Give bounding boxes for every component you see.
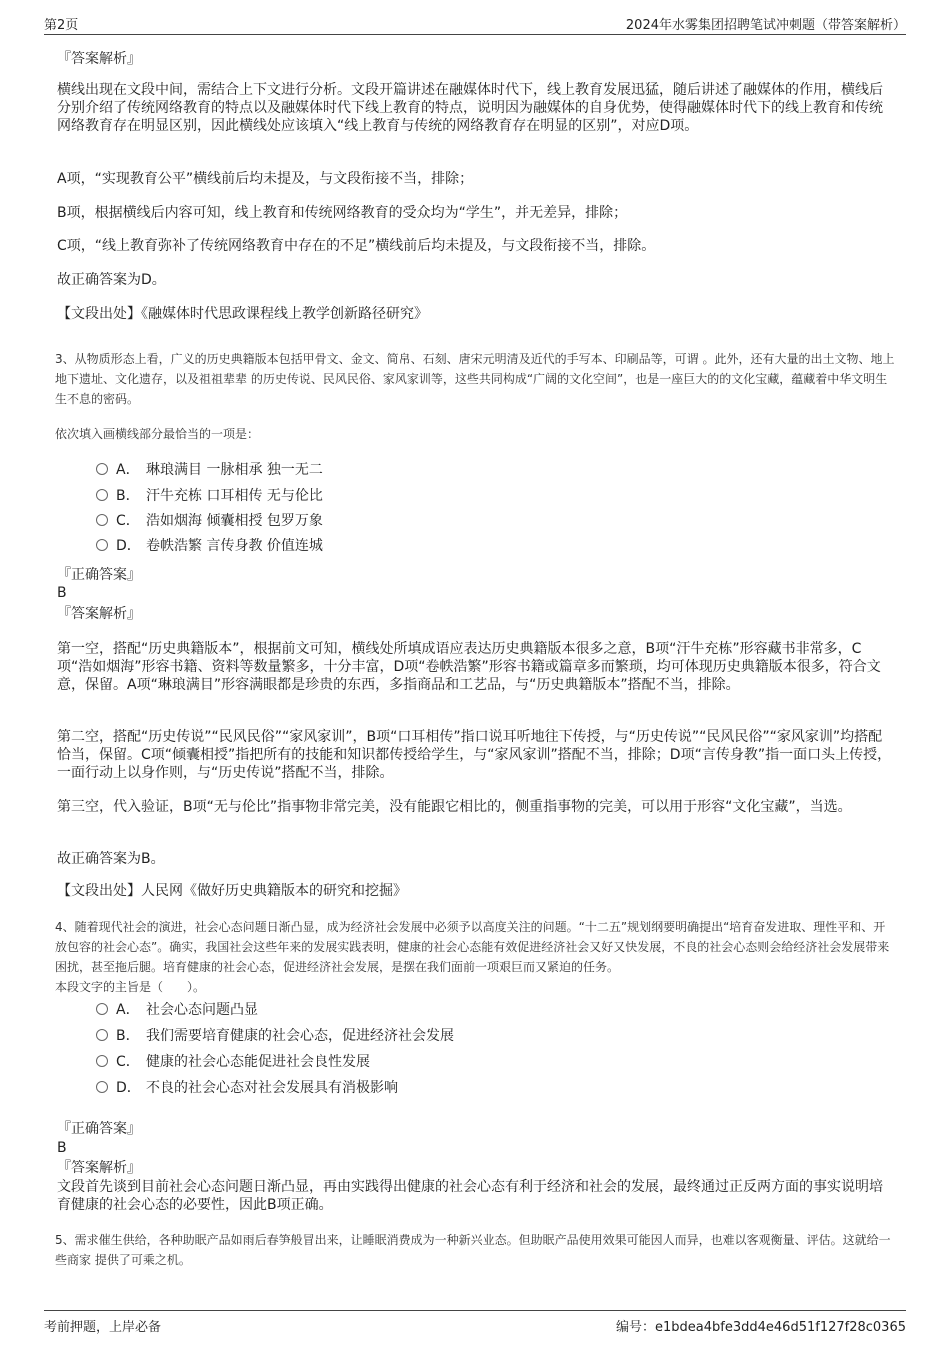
option-text: 卷帙浩繁 言传身教 价值连城	[146, 538, 323, 554]
option-text: 不良的社会心态对社会发展具有消极影响	[146, 1080, 398, 1096]
option-key: C．	[116, 513, 140, 529]
page-number: 第2页	[44, 18, 79, 33]
radio-icon[interactable]	[96, 463, 108, 475]
radio-icon[interactable]	[96, 514, 108, 526]
radio-icon[interactable]	[96, 1029, 108, 1041]
page-footer	[44, 1310, 906, 1335]
q3-source: 【文段出处】人民网《做好历史典籍版本的研究和挖掘》	[57, 883, 407, 899]
q2-option-b-note: B项，根据横线后内容可知，线上教育和传统网络教育的受众均为“学生”，并无差异，排除；	[57, 205, 628, 221]
q4-prompt: 本段文字的主旨是（ ）。	[55, 980, 206, 994]
option-key: B．	[116, 488, 140, 504]
option-key: A．	[116, 462, 140, 478]
q2-source: 【文段出处】《融媒体时代思政课程线上教学创新路径研究》	[57, 306, 428, 322]
q3-option-a[interactable]	[96, 461, 323, 479]
option-key: B．	[116, 1028, 140, 1044]
page-header	[44, 14, 906, 35]
q3-analysis-p1: 第一空，搭配“历史典籍版本”，根据前文可知，横线处所填成语应表达历史典籍版本很多之意，B项“汗牛充栋”形容藏书非常多，C项“浩如烟海”形容书籍、资料等数量繁多，十分丰富，D项“卷帙浩繁”形容书籍或篇章多而繁琐，均可体现历史典籍版本很多，符合文意，保留。A项“琳琅满目”形容满眼都是珍贵的东西，多指商品和工艺品，与“历史典籍版本”搭配不当，排除。	[57, 641, 881, 693]
document-code: 编号：e1bdea4bfe3dd4e46d51f127f28c0365	[616, 1320, 906, 1335]
radio-icon[interactable]	[96, 1003, 108, 1015]
option-key: D．	[116, 1080, 141, 1096]
option-text: 浩如烟海 倾囊相授 包罗万象	[146, 513, 323, 529]
radio-icon[interactable]	[96, 489, 108, 501]
option-text: 琳琅满目 一脉相承 独一无二	[146, 462, 323, 478]
q3-analysis-p3: 第三空，代入验证，B项“无与伦比”指事物非常完美，没有能跟它相比的，侧重指事物的完美，可以用于形容“文化宝藏”，当选。	[57, 799, 852, 815]
radio-icon[interactable]	[96, 539, 108, 551]
option-key: A．	[116, 1002, 140, 1018]
q3-prompt: 依次填入画横线部分最恰当的一项是：	[55, 427, 260, 441]
q4-option-b[interactable]	[96, 1027, 454, 1045]
q3-conclusion: 故正确答案为B。	[57, 851, 165, 867]
q3-stem: 3、从物质形态上看，广义的历史典籍版本包括甲骨文、金文、简帛、石刻、唐宋元明清及近代的手写本、印刷品等，可谓 。此外，还有大量的出土文物、地上地下遗址、文化遗存，以及祖祖辈辈 的历史传说、民风民俗、家风家训等，这些共同构成“广阔的文化空间”，也是一座巨大的的文化宝藏，蕴藏着中华文明生生不息的密码。	[55, 352, 895, 406]
q2-analysis-text: 横线出现在文段中间，需结合上下文进行分析。文段开篇讲述在融媒体时代下，线上教育发展迅猛，随后讲述了融媒体的作用，横线后分别介绍了传统网络教育的特点以及融媒体时代下线上教育的特点，说明因为融媒体的自身优势，使得融媒体时代下的线上教育和传统网络教育存在明显区别，因此横线处应该填入“线上教育与传统的网络教育存在明显的区别”，对应D项。	[57, 82, 883, 134]
option-text: 社会心态问题凸显	[146, 1002, 258, 1018]
radio-icon[interactable]	[96, 1081, 108, 1093]
q3-analysis-label: 『答案解析』	[57, 606, 141, 622]
q4-answer: B	[57, 1140, 67, 1156]
radio-icon[interactable]	[96, 1055, 108, 1067]
q2-conclusion: 故正确答案为D。	[57, 272, 166, 288]
q2-option-c-note: C项，“线上教育弥补了传统网络教育中存在的不足”横线前后均未提及，与文段衔接不当，排除。	[57, 238, 656, 254]
q3-option-b[interactable]	[96, 487, 323, 505]
q2-analysis-label: 『答案解析』	[57, 51, 141, 67]
option-text: 健康的社会心态能促进社会良性发展	[146, 1054, 370, 1070]
option-key: C．	[116, 1054, 140, 1070]
q3-answer: B	[57, 585, 67, 601]
q4-analysis-label: 『答案解析』	[57, 1160, 141, 1176]
q4-analysis-text: 文段首先谈到目前社会心态问题日渐凸显，再由实践得出健康的社会心态有利于经济和社会的发展，最终通过正反两方面的事实说明培育健康的社会心态的必要性，因此B项正确。	[57, 1179, 883, 1213]
q3-option-d[interactable]	[96, 537, 323, 555]
q4-stem: 4、随着现代社会的演进，社会心态问题日渐凸显，成为经济社会发展中必须予以高度关注的问题。“十二五”规划纲要明确提出“培育奋发进取、理性平和、开放包容的社会心态”。确实，我国社会这些年来的发展实践表明，健康的社会心态能有效促进经济社会又好又快发展，不良的社会心态则会给经济社会发展带来困扰，甚至拖后腿。培育健康的社会心态，促进经济社会发展，是摆在我们面前一项艰巨而又紧迫的任务。	[55, 920, 890, 974]
q4-option-a[interactable]	[96, 1001, 258, 1019]
footer-slogan: 考前押题，上岸必备	[44, 1320, 162, 1335]
option-text: 汗牛充栋 口耳相传 无与伦比	[146, 488, 323, 504]
q3-answer-label: 『正确答案』	[57, 567, 141, 583]
q4-answer-label: 『正确答案』	[57, 1121, 141, 1137]
option-text: 我们需要培育健康的社会心态，促进经济社会发展	[146, 1028, 454, 1044]
q3-analysis-p2: 第二空，搭配“历史传说”“民风民俗”“家风家训”，B项“口耳相传”指口说耳听地往下传授，与“历史传说”“民风民俗”“家风家训”均搭配恰当，保留。C项“倾囊相授”指把所有的技能和知识都传授给学生，与“家风家训”搭配不当，排除；D项“言传身教”指一面口头上传授，一面行动上以身作则，与“历史传说”搭配不当，排除。	[57, 729, 892, 781]
q2-option-a-note: A项，“实现教育公平”横线前后均未提及，与文段衔接不当，排除；	[57, 171, 474, 187]
q4-option-c[interactable]	[96, 1053, 370, 1071]
q4-option-d[interactable]	[96, 1079, 398, 1097]
q5-stem: 5、需求催生供给，各种助眠产品如雨后春笋般冒出来，让睡眠消费成为一种新兴业态。但助眠产品使用效果可能因人而异，也难以客观衡量、评估。这就给一些商家 提供了可乘之机。	[55, 1233, 891, 1267]
document-title: 2024年水雾集团招聘笔试冲刺题（带答案解析）	[625, 18, 906, 33]
q3-option-c[interactable]	[96, 512, 323, 530]
option-key: D．	[116, 538, 141, 554]
